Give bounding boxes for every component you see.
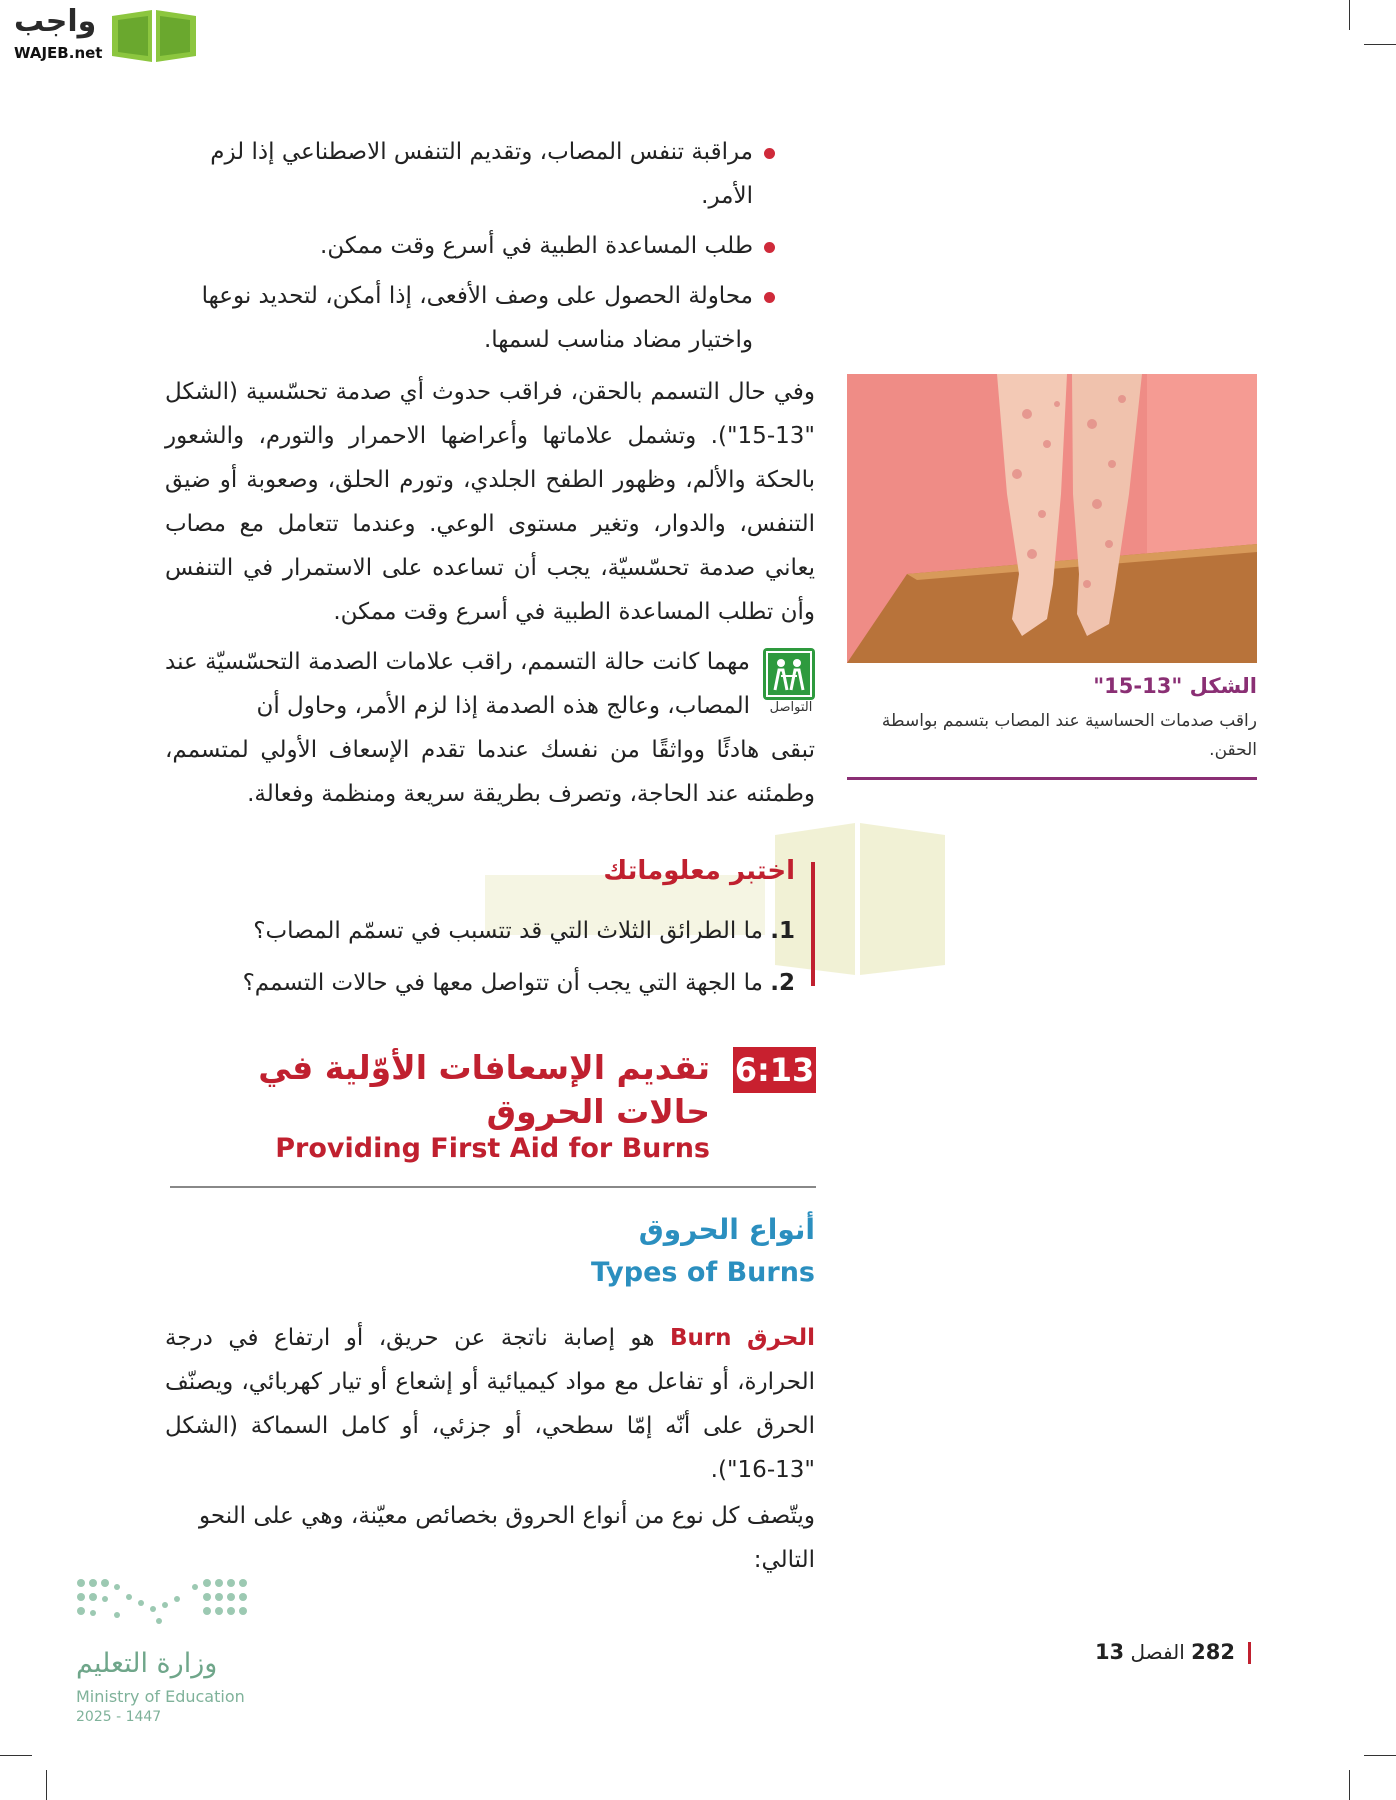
figure-photo-legs-rash: [847, 374, 1257, 663]
paragraph-anaphylaxis: وفي حال التسمم بالحقن، فراقب حدوث أي صدمة تحسّسية (الشكل "13-15"). وتشمل علاماتها وأعراضها الاحمرار والتورم، والشعور بالحكة والألم، وظهور الطفح الجلدي، وتورم الحلق، وصعوبة أو ضيق التنفس، والدوار، وتغير مستوى الوعي. وعندما تتعامل مع مصاب يعاني صدمة تحسّسيّة، يجب أن تساعده على الاستمرار في التنفس وأن تطلب المساعدة الطبية في أسرع وقت ممكن.: [165, 379, 815, 625]
paragraph-monitor-shock: مهما كانت حالة التسمم، راقب علامات الصدمة التحسّسيّة عند المصاب، وعالج هذه الصدمة إذا لزم الأمر، وحاول أن: [165, 649, 750, 719]
crop-mark: [1349, 0, 1350, 30]
section-divider: [170, 1186, 816, 1188]
crop-mark: [0, 1755, 32, 1756]
subsection-title-arabic: أنواع الحروق: [638, 1213, 815, 1246]
quiz-title: اختبر معلوماتك: [603, 856, 795, 886]
bullet-item: طلب المساعدة الطبية في أسرع وقت ممكن.: [165, 224, 775, 268]
term-english: Burn: [669, 1325, 732, 1351]
figure-caption: راقب صدمات الحساسية عند المصاب بتسمم بواسطة الحقن.: [881, 711, 1257, 760]
figure-title: الشكل "13-15": [1093, 674, 1257, 698]
paragraph-burn-definition: [165, 1316, 815, 1492]
logo-site: WAJEB.net: [14, 44, 103, 62]
subsection-title-english: Types of Burns: [590, 1257, 815, 1288]
chapter-label: الفصل: [1130, 1640, 1185, 1664]
quiz-question: 2. ما الجهة التي يجب أن تتواصل معها في حالات التسمم؟: [242, 970, 795, 996]
crop-mark: [46, 1770, 47, 1800]
page-footer-chapter: [1040, 1640, 1235, 1664]
term-arabic: الحرق: [747, 1325, 816, 1351]
quiz-accent-bar: [811, 862, 815, 986]
site-logo[interactable]: [12, 4, 192, 68]
chapter-number: 13: [1094, 1640, 1125, 1664]
ministry-dots-icon: [75, 1575, 255, 1645]
bullet-list: [165, 130, 775, 368]
section-title-arabic: تقديم الإسعافات الأوّلية في حالات الحروق: [258, 1048, 710, 1131]
communication-label: التواصل: [769, 700, 813, 715]
ministry-name-arabic: وزارة التعليم: [76, 1648, 218, 1679]
section-number: 6:13: [733, 1047, 816, 1093]
crop-mark: [1349, 1770, 1350, 1800]
definition-text: هو إصابة ناتجة عن حريق، أو ارتفاع في درجة الحرارة، أو تفاعل مع مواد كيميائية أو إشعاع أو تيار كهربائي، ويصنّف الحرق على أنّه إمّا سطحي، أو جزئي، أو كامل السماكة (الشكل "13-16").: [165, 1325, 815, 1483]
ministry-name-english: Ministry of Education: [76, 1687, 245, 1706]
page-number: 282: [1191, 1640, 1235, 1664]
paragraph-stay-calm: تبقى هادئًا وواثقًا من نفسك عندما تقدم الإسعاف الأولي لمتسمم، وطمئنه عند الحاجة، وتصرف بطريقة سريعة ومنظمة وفعالة.: [165, 737, 815, 807]
bullet-item: محاولة الحصول على وصف الأفعى، إذا أمكن، لتحديد نوعها واختيار مضاد مناسب لسمها.: [165, 274, 775, 362]
paragraph-burn-types-intro: ويتّصف كل نوع من أنواع الحروق بخصائص معيّنة، وهي على النحو التالي:: [198, 1503, 815, 1573]
communication-icon: [763, 648, 815, 700]
ministry-year: 2025 - 1447: [76, 1709, 162, 1725]
page-number-bar: [1248, 1642, 1251, 1664]
logo-word: واجب: [14, 4, 97, 39]
quiz-questions: [200, 905, 795, 1009]
crop-mark: [1364, 44, 1396, 45]
section-title-english: Providing First Aid for Burns: [275, 1133, 710, 1164]
bullet-item: مراقبة تنفس المصاب، وتقديم التنفس الاصطناعي إذا لزم الأمر.: [165, 130, 775, 218]
book-logo-icon: [108, 6, 200, 64]
figure-divider: [847, 777, 1257, 780]
crop-mark: [1364, 1755, 1396, 1756]
quiz-question: 1. ما الطرائق الثلاث التي قد تتسبب في تسمّم المصاب؟: [253, 918, 795, 944]
